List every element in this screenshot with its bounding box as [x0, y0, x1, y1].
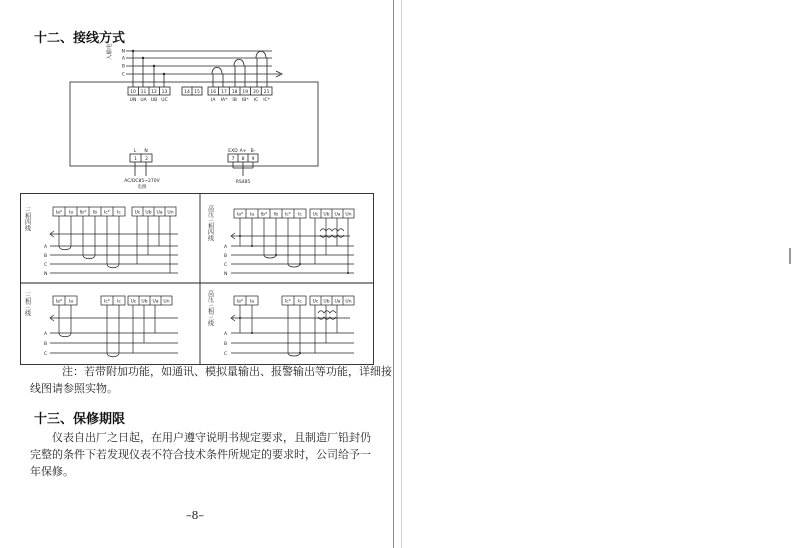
p3-line-a: A	[44, 332, 48, 337]
terminal-16: 16	[210, 90, 217, 95]
p3-volt-label: Un	[163, 299, 170, 305]
panel-title-3: 三相三线	[23, 292, 31, 316]
p1-cur-label: Ic	[117, 210, 121, 216]
terminal-12: 12	[151, 90, 157, 95]
p4-line-b: B	[224, 342, 228, 347]
p2-volt-label: Un	[345, 212, 352, 218]
p2-cur-label: Ib*	[260, 212, 268, 218]
terminal-18: 18	[231, 90, 238, 95]
p1-line-c: C	[44, 263, 48, 268]
p4-cur-label: Ia	[249, 299, 255, 305]
terminal-11: 11	[140, 90, 147, 95]
p3-cur-label: Ia*	[55, 299, 63, 305]
terminal-9: 9	[251, 157, 255, 162]
p1-cur-label: Ia*	[55, 210, 63, 216]
p4-cur-label: Ic*	[284, 299, 292, 305]
p2-cur-label: Ic*	[284, 212, 292, 218]
panel-title-4: 高压三相三线	[206, 290, 214, 326]
p2-cur-label: Ib	[273, 212, 279, 218]
p4-volt-label: Ua	[334, 299, 341, 305]
panel-hv-three-phase-four-wire	[207, 204, 355, 277]
terminal-19: 19	[242, 90, 249, 95]
power-caption-cn: 电源	[137, 185, 147, 190]
p4-volt-label: Ub	[323, 299, 330, 305]
page-spine-line	[393, 0, 394, 548]
p2-volt-label: Ua	[334, 212, 341, 218]
panel-hv-three-phase-three-wire	[207, 289, 355, 357]
line-label-c: C	[121, 72, 125, 78]
rs485-pin-exd: EXD	[228, 149, 238, 154]
panel-title-1: 三相四线	[23, 207, 31, 231]
p1-volt-label: Un	[167, 210, 174, 216]
p4-volt-label: Un	[345, 299, 352, 305]
p1-volt-label: Ub	[145, 210, 152, 216]
p1-cur-label: Ib*	[79, 210, 87, 216]
p2-line-n: N	[224, 272, 228, 277]
page-number: –8–	[186, 509, 204, 522]
terminal-1: 1	[134, 157, 137, 162]
terminal-label-uc: UC	[161, 98, 168, 103]
warranty-line-2: 完整的条件下若发现仪表不符合技术条件所规定的要求时，公司给予一	[30, 448, 371, 461]
p2-line-a: A	[224, 245, 228, 250]
power-pin-l: L	[133, 149, 137, 154]
panel-three-phase-four-wire	[24, 207, 179, 277]
line-label-n: N	[121, 49, 125, 55]
note-line-1: 注：若带附加功能，如通讯、模拟量输出、报警输出等功能，详细接	[62, 365, 392, 378]
p2-cur-label: Ia	[249, 212, 255, 218]
terminal-label-ib: IB	[232, 98, 237, 103]
terminal-label-ia-star: IA*	[220, 98, 228, 103]
p4-cur-label: Ia*	[236, 299, 244, 305]
terminal-10: 10	[130, 90, 136, 95]
p2-volt-label: Ub	[323, 212, 330, 218]
terminal-label-ia: IA	[211, 98, 216, 103]
terminal-label-ic-star: IC*	[263, 98, 270, 103]
terminal-label-ub: UB	[150, 98, 158, 103]
p1-cur-label: Ia	[68, 210, 74, 216]
p4-line-c: C	[224, 352, 228, 357]
input-label: 入输电	[107, 43, 113, 60]
line-label-b: B	[121, 64, 125, 70]
p3-cur-label: Ic*	[103, 299, 111, 305]
p2-volt-label: Uc	[312, 212, 319, 218]
terminal-14: 14	[184, 90, 190, 95]
power-caption: AC/DC85~270V	[124, 179, 160, 184]
terminal-2: 2	[145, 157, 148, 162]
p4-volt-label: Uc	[312, 299, 319, 305]
terminal-20: 20	[253, 90, 259, 95]
terminal-label-ua: UA	[140, 98, 147, 103]
line-label-a: A	[121, 56, 125, 62]
power-pin-n: N	[144, 149, 148, 154]
panel-three-phase-three-wire	[24, 292, 179, 357]
p4-line-a: A	[224, 332, 228, 337]
p3-cur-label: Ia	[68, 299, 74, 305]
terminal-7: 7	[231, 157, 235, 162]
rs485-caption: RS485	[235, 180, 251, 185]
page-edge-mark	[789, 248, 791, 264]
panel-title-2: 高压三相四线	[206, 205, 214, 241]
section-13-title: 十三、保修期限	[34, 412, 126, 427]
p3-cur-label: Ic	[117, 299, 121, 305]
p4-cur-label: Ic	[298, 299, 302, 305]
rs485-pin-b: B-	[250, 149, 256, 154]
p1-cur-label: Ib	[92, 210, 98, 216]
main-wiring-diagram	[107, 40, 342, 190]
p3-volt-label: Uc	[130, 299, 137, 305]
p2-cur-label: Ia*	[236, 212, 244, 218]
p2-line-c: C	[224, 263, 228, 268]
p1-volt-label: Uc	[134, 210, 141, 216]
p3-volt-label: Ub	[141, 299, 148, 305]
p1-line-b: B	[44, 254, 48, 259]
terminal-label-un: UN	[129, 98, 137, 103]
section-12-title: 十二、接线方式	[34, 31, 126, 46]
terminal-label-ic: IC	[253, 98, 259, 103]
page-gutter-line	[401, 0, 402, 548]
p2-cur-label: Ic	[298, 212, 302, 218]
p3-volt-label: Ua	[152, 299, 159, 305]
p1-line-n: N	[44, 272, 48, 277]
p1-line-a: A	[44, 245, 48, 250]
p1-cur-label: Ic*	[103, 210, 111, 216]
terminal-label-ib-star: IB*	[241, 98, 249, 103]
p3-line-b: B	[44, 342, 48, 347]
warranty-line-3: 年保修。	[30, 465, 74, 478]
note-line-2: 线图请参照实物。	[30, 382, 118, 395]
terminal-17: 17	[221, 90, 227, 95]
wiring-panels-grid	[20, 193, 374, 365]
rs485-pin-a: A+	[239, 149, 247, 154]
terminal-13: 13	[161, 90, 168, 95]
terminal-21: 21	[263, 90, 270, 95]
terminal-15: 15	[194, 90, 200, 95]
warranty-line-1: 仪表自出厂之日起，在用户遵守说明书规定要求，且制造厂铅封仍	[52, 431, 371, 444]
p1-volt-label: Ua	[156, 210, 163, 216]
terminal-8: 8	[241, 157, 245, 162]
p2-line-b: B	[224, 254, 228, 259]
p3-line-c: C	[44, 352, 48, 357]
